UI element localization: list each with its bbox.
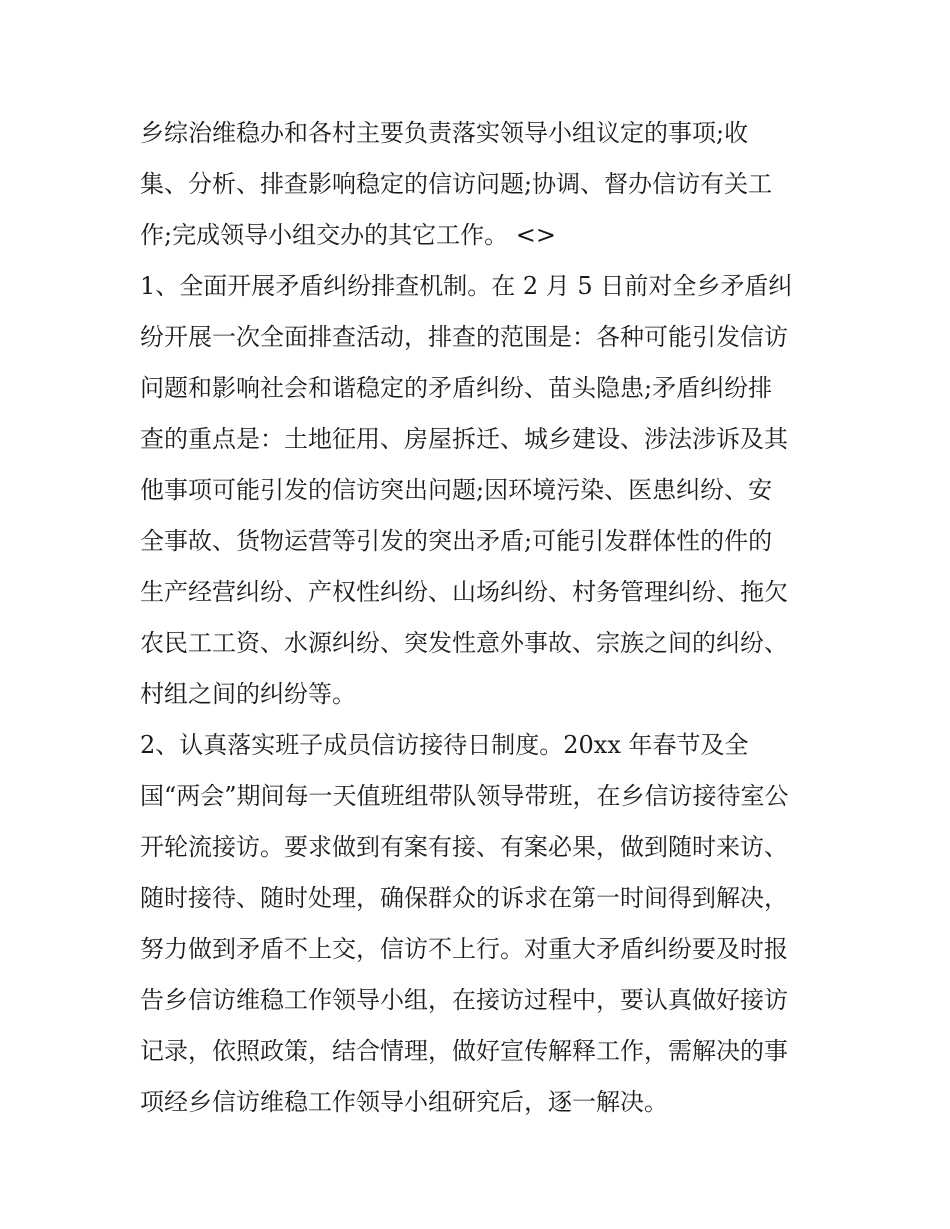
text-line: 记录，依照政策，结合情理，做好宣传解释工作，需解决的事	[140, 1037, 788, 1065]
text-line: 1、全面开展矛盾纠纷排查机制。在 2 月 5 日前对全乡矛盾纠	[140, 272, 793, 300]
text-line: 村组之间的纠纷等。	[140, 680, 356, 708]
text-line: 随时接待、随时处理，确保群众的诉求在第一时间得到解决，	[140, 884, 788, 912]
text-line: 开轮流接访。要求做到有案有接、有案必果，做到随时来访、	[140, 833, 788, 861]
text-line: 努力做到矛盾不上交，信访不上行。对重大矛盾纠纷要及时报	[140, 935, 788, 963]
text-line: 生产经营纠纷、产权性纠纷、山场纠纷、村务管理纠纷、拖欠	[140, 578, 788, 606]
text-line: 作;完成领导小组交办的其它工作。 <>	[140, 221, 556, 249]
text-line: 纷开展一次全面排查活动，排查的范围是：各种可能引发信访	[140, 323, 788, 351]
text-line: 查的重点是：土地征用、房屋拆迁、城乡建设、涉法涉诉及其	[140, 425, 788, 453]
text-line: 2、认真落实班子成员信访接待日制度。20xx 年春节及全	[140, 731, 749, 759]
text-line: 问题和影响社会和谐稳定的矛盾纠纷、苗头隐患;矛盾纠纷排	[140, 374, 773, 402]
text-line: 集、分析、排查影响稳定的信访问题;协调、督办信访有关工	[140, 170, 773, 198]
text-line: 告乡信访维稳工作领导小组，在接访过程中，要认真做好接访	[140, 986, 788, 1014]
text-line: 他事项可能引发的信访突出问题;因环境污染、医患纠纷、安	[140, 476, 773, 504]
document-body	[140, 108, 840, 1128]
text-line: 乡综治维稳办和各村主要负责落实领导小组议定的事项;收	[140, 119, 749, 147]
text-line: 国“两会”期间每一天值班组带队领导带班，在乡信访接待室公	[140, 782, 789, 810]
text-line: 项经乡信访维稳工作领导小组研究后，逐一解决。	[140, 1088, 668, 1116]
text-line: 农民工工资、水源纠纷、突发性意外事故、宗族之间的纠纷、	[140, 629, 788, 657]
text-line: 全事故、货物运营等引发的突出矛盾;可能引发群体性的件的	[140, 527, 773, 555]
